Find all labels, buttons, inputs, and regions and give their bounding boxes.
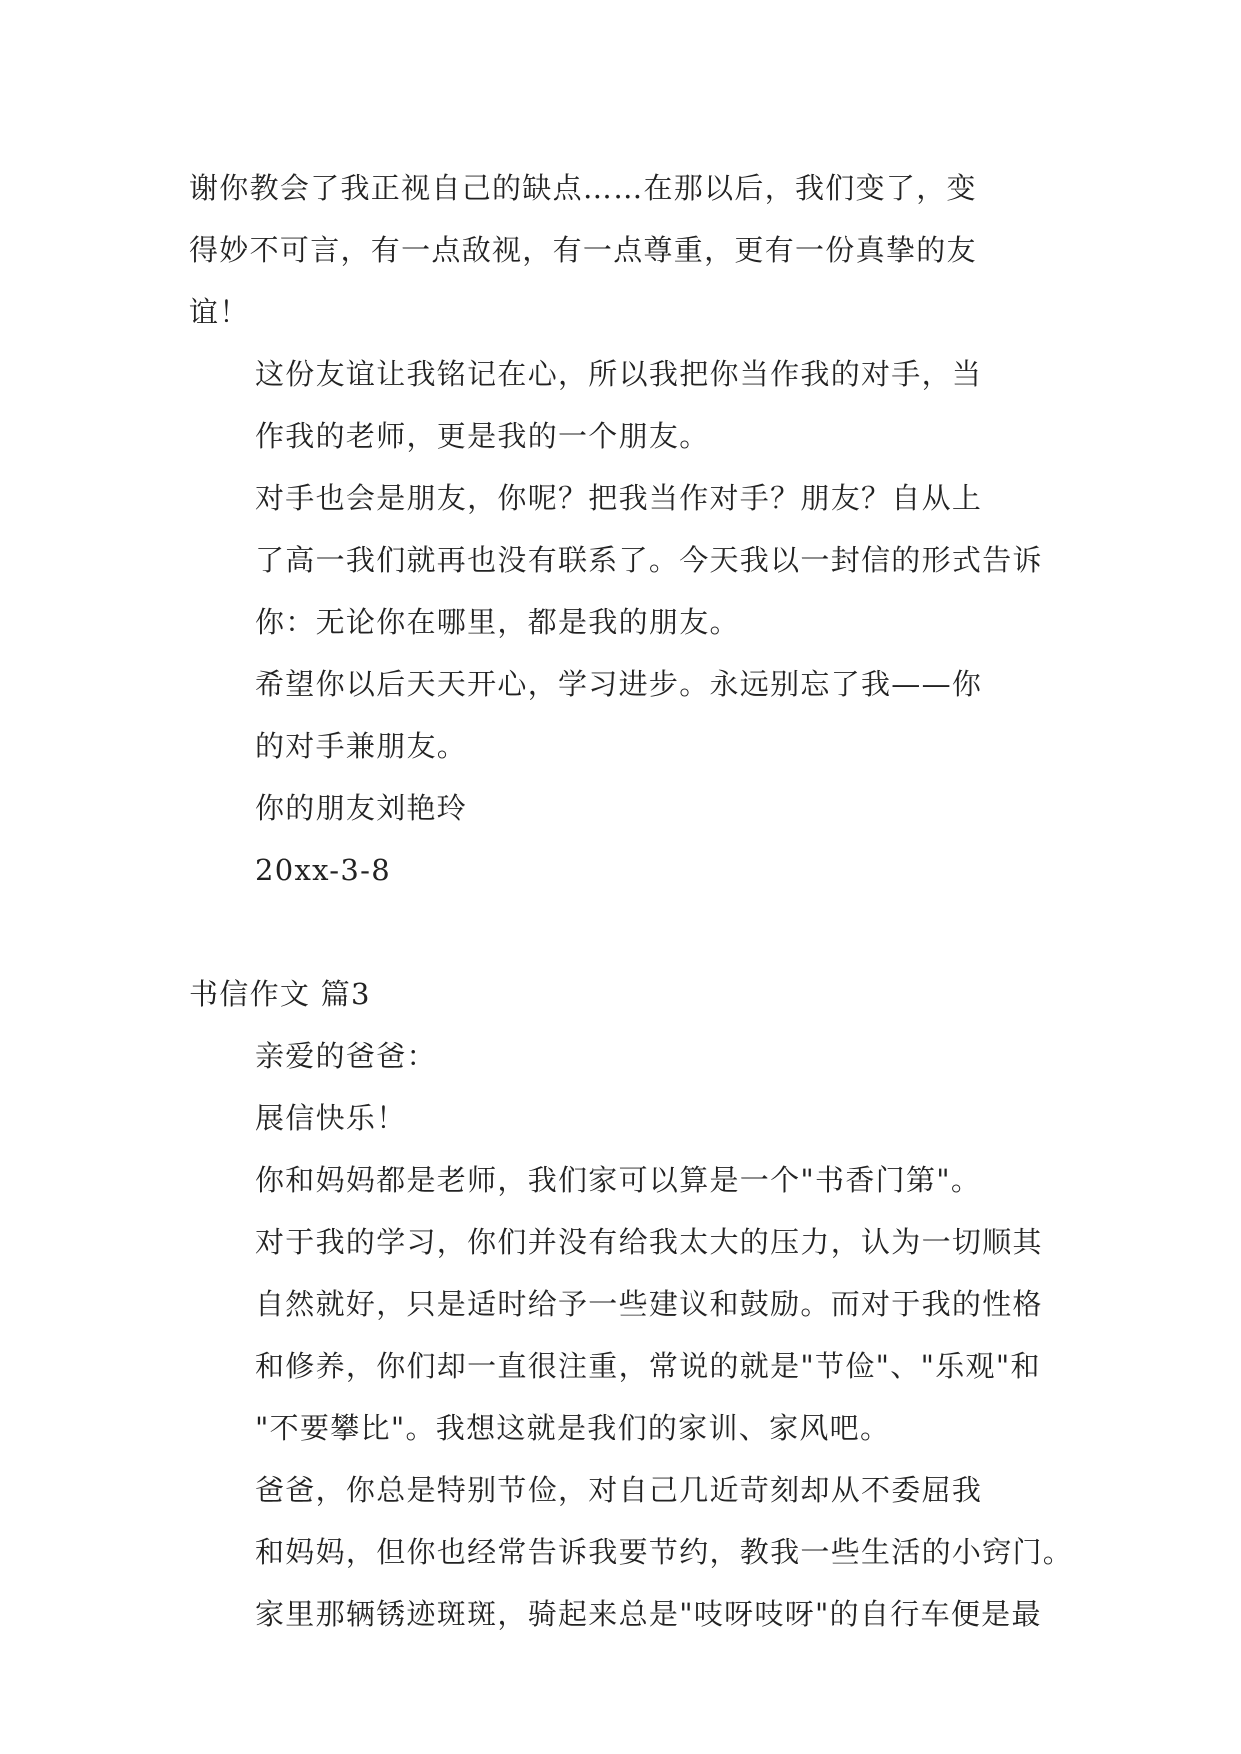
section-heading: 书信作文 篇3 — [189, 977, 371, 1011]
text-line: 了高一我们就再也没有联系了。今天我以一封信的形式告诉 — [255, 543, 1043, 577]
letter-section-1 — [189, 157, 1049, 901]
text-line: 和修养，你们却一直很注重，常说的就是"节俭"、"乐观"和 — [255, 1349, 1041, 1383]
paragraph — [189, 653, 1049, 777]
paragraph — [189, 1149, 1049, 1459]
text-line: "不要攀比"。我想这就是我们的家训、家风吧。 — [255, 1411, 891, 1445]
paragraph — [189, 777, 1049, 839]
letter-section-2 — [189, 1025, 1074, 1645]
document-body — [189, 157, 1074, 1645]
text-line: 展信快乐！ — [255, 1101, 407, 1135]
text-line: 自然就好，只是适时给予一些建议和鼓励。而对于我的性格 — [255, 1287, 1043, 1321]
text-line: 作我的老师，更是我的一个朋友。 — [255, 419, 710, 453]
text-line: 对于我的学习，你们并没有给我太大的压力，认为一切顺其 — [255, 1225, 1043, 1259]
text-line: 得妙不可言，有一点敌视，有一点尊重，更有一份真挚的友 — [189, 233, 977, 267]
section-gap — [189, 901, 1049, 963]
paragraph — [189, 157, 1049, 343]
paragraph — [189, 1087, 1049, 1149]
paragraph — [189, 1025, 1049, 1087]
paragraph — [189, 467, 1049, 653]
text-line: 谊！ — [189, 295, 250, 329]
text-line: 你和妈妈都是老师，我们家可以算是一个"书香门第"。 — [255, 1163, 982, 1197]
text-line: 爸爸，你总是特别节俭，对自己几近苛刻却从不委屈我 — [255, 1473, 983, 1507]
text-line: 的对手兼朋友。 — [255, 729, 468, 763]
text-line: 你的朋友刘艳玲 — [255, 791, 468, 825]
paragraph — [189, 343, 1049, 467]
text-line: 对手也会是朋友，你呢？把我当作对手？朋友？自从上 — [255, 481, 983, 515]
text-line: 和妈妈，但你也经常告诉我要节约，教我一些生活的小窍门。 — [255, 1535, 1074, 1569]
paragraph — [189, 1459, 1074, 1645]
text-line: 20xx-3-8 — [255, 853, 392, 887]
text-line: 谢你教会了我正视自己的缺点……在那以后，我们变了，变 — [189, 171, 977, 205]
text-line: 亲爱的爸爸： — [255, 1039, 437, 1073]
text-line: 家里那辆锈迹斑斑，骑起来总是"吱呀吱呀"的自行车便是最 — [255, 1597, 1042, 1631]
paragraph — [189, 839, 1049, 901]
text-line: 这份友谊让我铭记在心，所以我把你当作我的对手，当 — [255, 357, 983, 391]
text-line: 希望你以后天天开心，学习进步。永远别忘了我——你 — [255, 667, 983, 701]
text-line: 你：无论你在哪里，都是我的朋友。 — [255, 605, 740, 639]
